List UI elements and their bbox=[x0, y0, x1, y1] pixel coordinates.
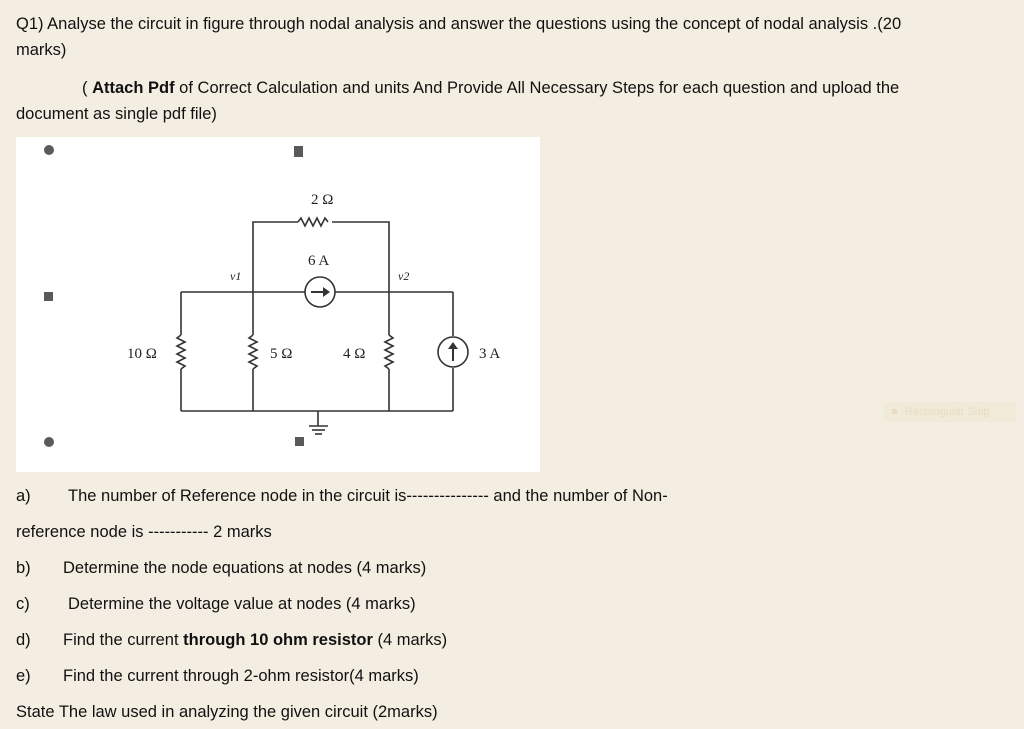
instructions bbox=[82, 78, 899, 98]
question-d-bold: through 10 ohm resistor bbox=[183, 631, 373, 649]
handle-square-icon bbox=[295, 437, 304, 446]
question-title-line2: marks) bbox=[16, 41, 67, 59]
label-10ohm: 10 Ω bbox=[127, 346, 157, 362]
question-e-label: e) bbox=[16, 667, 31, 685]
instructions-bold: Attach Pdf bbox=[92, 79, 175, 97]
question-b-text: Determine the node equations at nodes (4 marks) bbox=[63, 559, 427, 577]
circuit-diagram bbox=[16, 137, 540, 472]
question-e-text: Find the current through 2-ohm resistor(4 marks) bbox=[63, 667, 419, 685]
question-a-text: The number of Reference node in the circuit is--------------- and the number of Non- bbox=[68, 487, 668, 505]
question-a-text-cont: reference node is ----------- 2 marks bbox=[16, 523, 272, 541]
question-d-label: d) bbox=[16, 631, 31, 649]
question-d-pre: Find the current bbox=[63, 631, 184, 649]
label-v2: v2 bbox=[398, 269, 410, 283]
question-d-text bbox=[63, 630, 447, 650]
label-4ohm: 4 Ω bbox=[343, 346, 366, 362]
label-6a: 6 A bbox=[308, 253, 330, 269]
instructions-open: ( bbox=[82, 79, 93, 97]
label-5ohm: 5 Ω bbox=[270, 346, 293, 362]
label-v1: v1 bbox=[230, 269, 242, 283]
question-b-label: b) bbox=[16, 559, 31, 577]
label-2ohm: 2 Ω bbox=[311, 192, 334, 208]
footer-question: State The law used in analyzing the given circuit (2marks) bbox=[16, 703, 438, 721]
question-a-label: a) bbox=[16, 487, 31, 505]
watermark-label: Rectangular Snip bbox=[884, 402, 1016, 422]
question-d-post: (4 marks) bbox=[372, 631, 448, 649]
question-title-line1: Q1) Analyse the circuit in figure through nodal analysis and answer the questions using the concept of nodal analysis .(20 bbox=[16, 15, 902, 33]
instructions-line2: document as single pdf file) bbox=[16, 105, 217, 123]
question-c-text: Determine the voltage value at nodes (4 marks) bbox=[68, 595, 416, 613]
watermark-icon bbox=[892, 409, 897, 414]
label-3a: 3 A bbox=[479, 346, 501, 362]
question-c-label: c) bbox=[16, 595, 30, 613]
instructions-rest: of Correct Calculation and units And Provide All Necessary Steps for each question and upload the bbox=[174, 79, 900, 97]
circuit-figure bbox=[16, 137, 540, 472]
question-title bbox=[16, 14, 901, 34]
